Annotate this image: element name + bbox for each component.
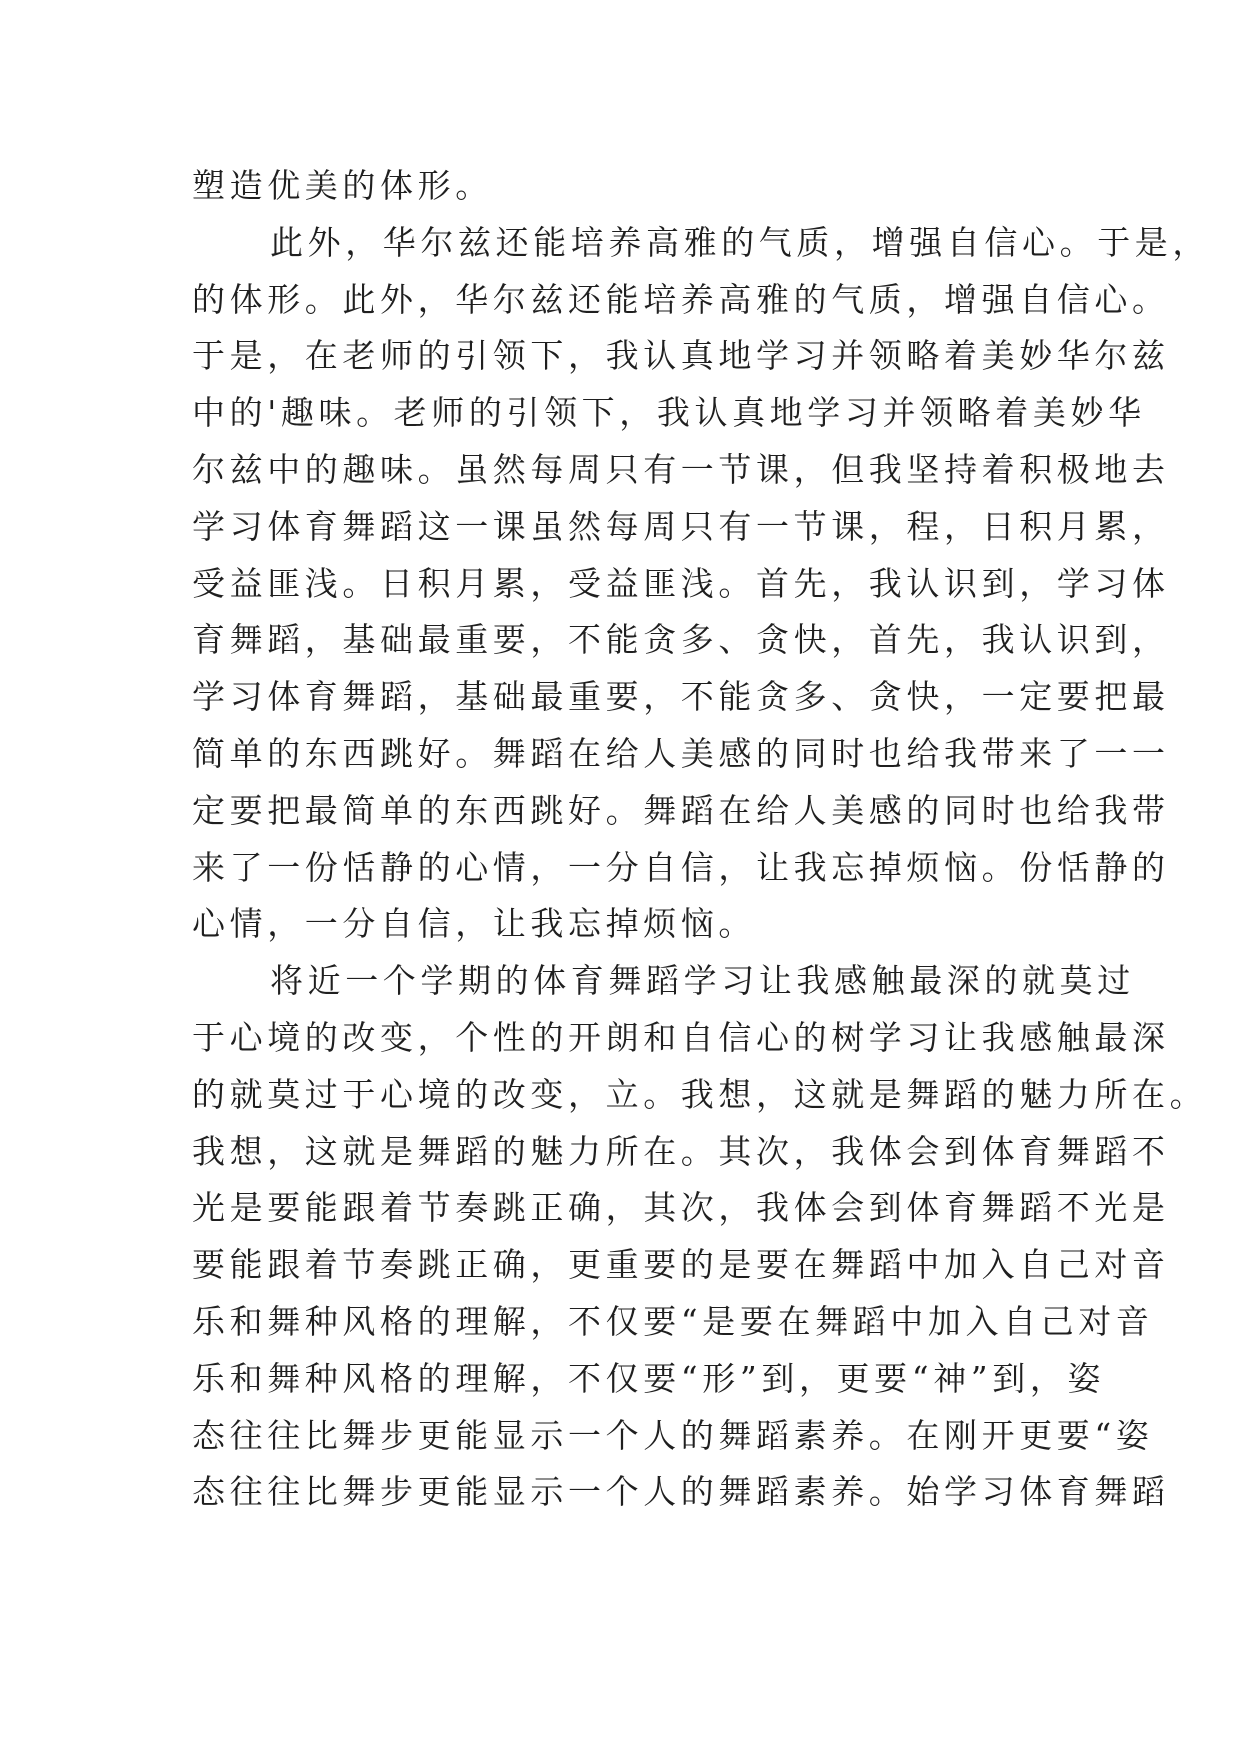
text-line: 光是要能跟着节奏跳正确，其次，我体会到体育舞蹈不光是 xyxy=(192,1188,1170,1228)
text-line: 心情，一分自信，让我忘掉烦恼。 xyxy=(192,904,756,944)
text-line: 态往往比舞步更能显示一个人的舞蹈素养。在刚开更要“姿 xyxy=(192,1415,1154,1455)
text-line: 我想，这就是舞蹈的魅力所在。其次，我体会到体育舞蹈不 xyxy=(192,1131,1170,1171)
text-line: 乐和舞种风格的理解，不仅要“形”到，更要“神”到，姿 xyxy=(192,1358,1106,1398)
text-line: 尔兹中的趣味。虽然每周只有一节课，但我坚持着积极地去 xyxy=(192,449,1170,489)
text-line: 受益匪浅。日积月累，受益匪浅。首先，我认识到，学习体 xyxy=(192,563,1170,603)
text-line: 于心境的改变，个性的开朗和自信心的树学习让我感触最深 xyxy=(192,1017,1170,1057)
text-line: 学习体育舞蹈这一课虽然每周只有一节课，程，日积月累， xyxy=(192,506,1170,546)
text-line: 要能跟着节奏跳正确，更重要的是要在舞蹈中加入自己对音 xyxy=(192,1245,1170,1285)
text-line: 中的'趣味。老师的引领下，我认真地学习并领略着美妙华 xyxy=(192,393,1146,433)
text-line: 定要把最简单的东西跳好。舞蹈在给人美感的同时也给我带 xyxy=(192,790,1170,830)
text-line: 塑造优美的体形。 xyxy=(192,166,493,205)
text-line: 来了一份恬静的心情，一分自信，让我忘掉烦恼。份恬静的 xyxy=(192,847,1170,887)
text-line: 的体形。此外，华尔兹还能培养高雅的气质，增强自信心。 xyxy=(192,279,1170,319)
text-line: 乐和舞种风格的理解，不仅要“是要在舞蹈中加入自己对音 xyxy=(192,1301,1154,1341)
text-line: 简单的东西跳好。舞蹈在给人美感的同时也给我带来了一一 xyxy=(192,733,1170,773)
body-text xyxy=(192,158,1210,1521)
text-line: 态往往比舞步更能显示一个人的舞蹈素养。始学习体育舞蹈 xyxy=(192,1472,1170,1512)
paragraph-first-line: 将近一个学期的体育舞蹈学习让我感触最深的就莫过 xyxy=(270,961,1135,1001)
text-line: 育舞蹈，基础最重要，不能贪多、贪快，首先，我认识到， xyxy=(192,620,1170,660)
paragraph-first-line: 此外，华尔兹还能培养高雅的气质，增强自信心。于是， xyxy=(270,222,1210,262)
text-line: 学习体育舞蹈，基础最重要，不能贪多、贪快，一定要把最 xyxy=(192,677,1170,717)
text-line: 的就莫过于心境的改变，立。我想，这就是舞蹈的魅力所在。 xyxy=(192,1074,1208,1114)
text-line: 于是，在老师的引领下，我认真地学习并领略着美妙华尔兹 xyxy=(192,336,1170,376)
